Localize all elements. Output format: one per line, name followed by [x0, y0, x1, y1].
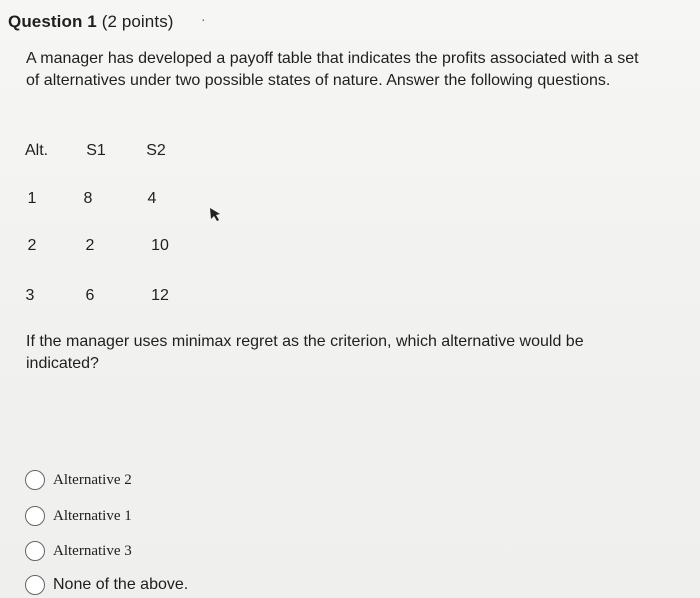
- question-points: (2 points): [101, 12, 174, 31]
- option-alternative-1[interactable]: [25, 506, 132, 526]
- option-label[interactable]: Alternative 3: [53, 542, 132, 559]
- question-prompt: A manager has developed a payoff table that indicates the profits associated with a set of alternatives under two possible states of nature. Answer the following questions.: [26, 50, 639, 89]
- option-label[interactable]: None of the above.: [53, 576, 189, 593]
- radio-button[interactable]: [25, 470, 45, 490]
- option-label[interactable]: Alternative 1: [53, 507, 132, 524]
- option-alternative-2[interactable]: [25, 470, 132, 490]
- option-none-of-the-above[interactable]: [25, 575, 188, 595]
- radio-button[interactable]: [25, 575, 45, 595]
- payoff-row-1-s1: 8: [83, 190, 93, 207]
- payoff-row-1-alt: 1: [27, 190, 37, 207]
- radio-button[interactable]: [25, 506, 45, 526]
- option-alternative-3[interactable]: [25, 541, 132, 561]
- payoff-row-2-alt: 2: [27, 237, 37, 254]
- payoff-row-3-alt: 3: [25, 287, 35, 304]
- payoff-row-1-s2: 4: [147, 190, 157, 207]
- radio-button[interactable]: [25, 541, 45, 561]
- payoff-row-2-s2: 10: [151, 237, 169, 254]
- payoff-header-s2: S2: [146, 142, 166, 159]
- payoff-row-3-s2: 12: [151, 287, 169, 304]
- question-label: Question 1: [8, 12, 97, 31]
- payoff-header-s1: S1: [86, 142, 106, 159]
- decorative-dot: ·: [201, 11, 206, 27]
- option-label[interactable]: Alternative 2: [53, 471, 132, 488]
- question-title: [8, 12, 174, 32]
- question-text: If the manager uses minimax regret as the criterion, which alternative would be indicated?: [26, 333, 584, 372]
- payoff-header-alt: Alt.: [25, 142, 49, 159]
- payoff-row-2-s1: 2: [85, 237, 95, 254]
- payoff-row-3-s1: 6: [85, 287, 95, 304]
- mouse-pointer-icon: [208, 206, 224, 222]
